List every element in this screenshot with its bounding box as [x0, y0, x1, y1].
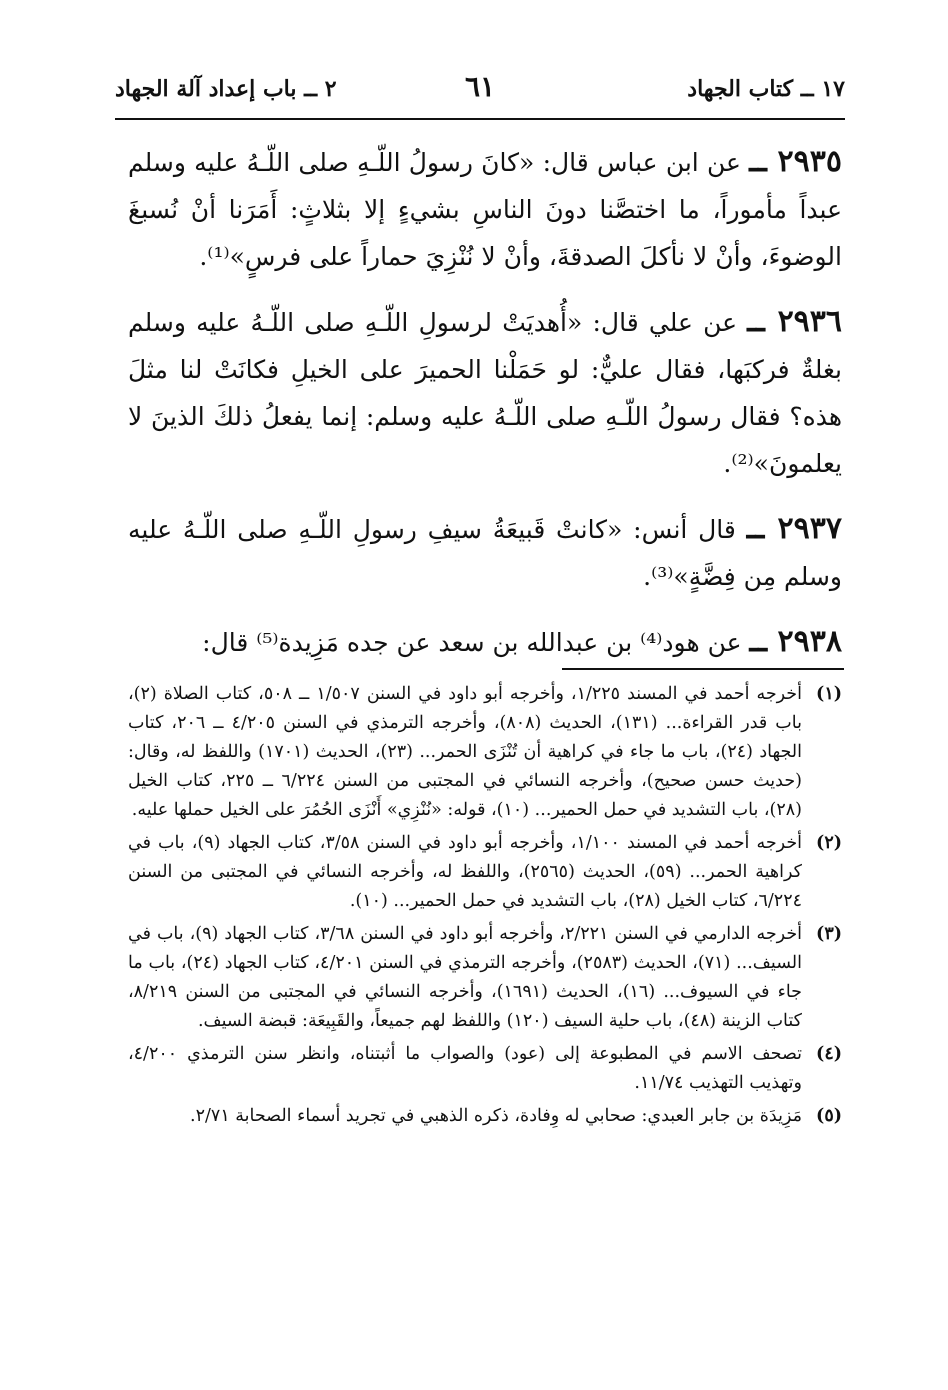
hadith-2936 [128, 298, 842, 487]
hadith-2938 [128, 618, 842, 666]
footnote-3 [128, 920, 842, 1036]
main-text [128, 138, 842, 666]
hadith-number: ٢٩٣٥ ــ [749, 144, 842, 179]
footnote-text: مَزِيدَة بن جابر العبدي: صحابي له وِفادة، ذكره الذهبي في تجريد أسماء الصحابة ٢/٧١. [190, 1106, 802, 1126]
header-rule [115, 118, 845, 120]
footnote-separator [562, 668, 844, 670]
footnote-2 [128, 829, 842, 916]
footnote-marker: (٤) [816, 1044, 842, 1064]
hadith-text: عن هود⁽⁴⁾ بن عبدالله بن سعد عن جده مَزِيدة⁽⁵⁾ قال: [202, 628, 742, 657]
hadith-text: قال أنس: «كانتْ قَبيعَةُ سيفِ رسولِ اللّـهِ صلى اللّـهُ عليه وسلم مِن فِضَّةٍ»⁽³⁾. [128, 515, 842, 591]
hadith-number: ٢٩٣٦ ــ [747, 304, 843, 339]
footnote-1 [128, 680, 842, 825]
running-head-chapter: ٢ ــ باب إعداد آلة الجهاد [115, 76, 337, 102]
footnote-5 [128, 1102, 842, 1131]
hadith-2935 [128, 138, 842, 280]
footnote-text: أخرجه أحمد في المسند ١/٢٢٥، وأخرجه أبو داود في السنن ١/٥٠٧ ــ ٥٠٨، كتاب الصلاة (٢)، باب قدر القراءة... (١٣١)، الحديث (٨٠٨)، وأخرجه الترمذي في السنن ٤/٢٠٥ ــ ٢٠٦، كتاب الجهاد (٢٤)، باب ما جاء في كراهية أن تُنْزَى الحمر... (٢٣)، الحديث (١٧٠١) واللفظ له، وقال: (حديث حسن صحيح)، وأخرجه النسائي في المجتبى من السنن ٦/٢٢٤ ــ ٢٢٥، كتاب الخيل (٢٨)، باب التشديد في حمل الحمير... (١٠)، قوله: «نُنْزِي» أَنْزَى الحُمُرَ على الخيل حملها عليه. [128, 684, 802, 820]
page-header [115, 68, 845, 114]
hadith-number: ٢٩٣٨ ــ [749, 624, 842, 659]
running-head-book: ١٧ ــ كتاب الجهاد [687, 76, 845, 102]
footnote-marker: (١) [816, 684, 842, 704]
hadith-2937 [128, 505, 842, 600]
hadith-text: عن علي قال: «أُهديَتْ لرسولِ اللّـهِ صلى اللّـهُ عليه وسلم بغلةٌ فركبَها، فقال عليٌّ: لو حَمَلْنا الحميرَ على الخيلِ فكانَتْ لنا مثلَ هذه؟ فقال رسولُ اللّـهِ صلى اللّـهُ عليه وسلم: إنما يفعلُ ذلكَ الذينَ لا يعلمونَ»⁽²⁾. [128, 308, 842, 478]
footnote-text: أخرجه الدارمي في السنن ٢/٢٢١، وأخرجه أبو داود في السنن ٣/٦٨، كتاب الجهاد (٩)، باب في السيف... (٧١)، الحديث (٢٥٨٣)، وأخرجه الترمذي في السنن ٤/٢٠١، كتاب الجهاد (٢٤)، باب ما جاء في السيوف... (١٦)، الحديث (١٦٩١)، وأخرجه النسائي في المجتبى من السنن ٨/٢١٩، كتاب الزينة (٤٨)، باب حلية السيف (١٢٠) واللفظ لهم جميعاً، والقَبِيعَة: قبضة السيف. [128, 924, 803, 1031]
hadith-text: عن ابن عباس قال: «كانَ رسولُ اللّـهِ صلى اللّـهُ عليه وسلم عبداً مأموراً، ما اختصَّنا دونَ الناسِ بشيءٍ إلا بثلاثٍ: أَمَرَنا أنْ نُسبغَ الوضوءَ، وأنْ لا نأكلَ الصدقةَ، وأنْ لا نُنْزِيَ حماراً على فرسٍ»⁽¹⁾. [128, 148, 843, 271]
page-number: ٦١ [464, 70, 496, 103]
footnote-text: تصحف الاسم في المطبوعة إلى (عود) والصواب ما أثبتناه، وانظر سنن الترمذي ٤/٢٠٠، وتهذيب التهذيب ١١/٧٤. [128, 1044, 802, 1093]
footnote-marker: (٥) [816, 1106, 842, 1126]
footnote-marker: (٣) [816, 924, 842, 944]
footnotes [128, 680, 842, 1135]
hadith-number: ٢٩٣٧ ــ [746, 511, 842, 546]
footnote-4 [128, 1040, 842, 1098]
footnote-text: أخرجه أحمد في المسند ١/١٠٠، وأخرجه أبو داود في السنن ٣/٥٨، كتاب الجهاد (٩)، باب في كراهية الحمر... (٥٩)، الحديث (٢٥٦٥)، واللفظ له، وأخرجه النسائي في المجتبى من السنن ٦/٢٢٤، كتاب الخيل (٢٨)، باب التشديد في حمل الحمير... (١٠). [128, 833, 802, 911]
footnote-marker: (٢) [816, 833, 842, 853]
